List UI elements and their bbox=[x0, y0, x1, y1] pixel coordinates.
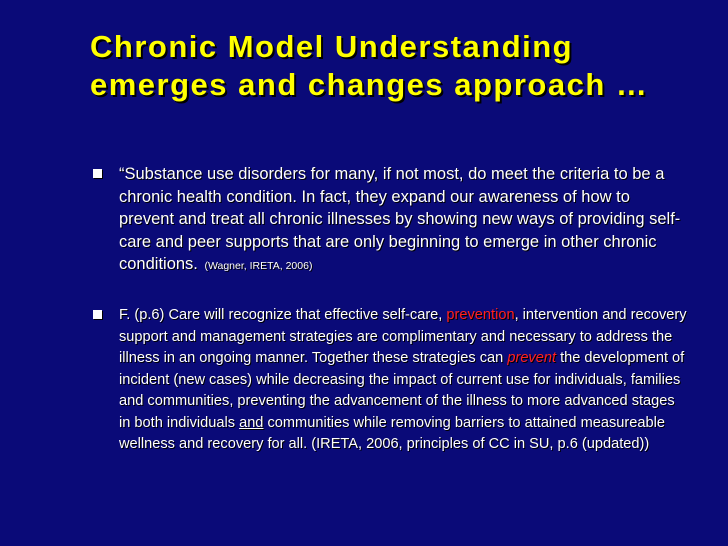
bullet-2-text-part2: , intervention and recovery support and management strategies are complimentary and necessary to address the illness in an ongoing manner. Together these strategies can bbox=[119, 307, 687, 366]
underlined-and: and bbox=[239, 414, 264, 431]
bullet-1 bbox=[93, 163, 688, 278]
bullet-list-item-2 bbox=[93, 305, 688, 456]
bullet-1-citation: (Wagner, IRETA, 2006) bbox=[204, 260, 313, 272]
highlight-prevention: prevention bbox=[446, 307, 515, 323]
bullet-2-text-part3: the development of incident (new cases) while decreasing the impact of current use for individuals, families and communities, preventing the advancement of the illness to more advanced stages in both individuals bbox=[119, 350, 685, 431]
bullet-1-text: “Substance use disorders for many, if not most, do meet the criteria to be a chronic health condition. In fact, they expand our awareness of how to prevent and treat all chronic illnesses by showing new ways of providing self-care and peer supports that are only beginning to emerge in other chronic conditions. bbox=[119, 165, 681, 273]
square-bullet-icon bbox=[93, 169, 102, 178]
highlight-prevent: prevent bbox=[507, 350, 557, 366]
bullet-2 bbox=[93, 305, 688, 456]
square-bullet-icon bbox=[93, 310, 102, 319]
bullet-2-text-part4: communities while removing barriers to attained measureable wellness and recovery for all. (IRETA, 2006, principles of CC in SU, p.6 (updated)) bbox=[119, 414, 665, 452]
bullet-list-item-1 bbox=[93, 163, 688, 278]
bullet-2-text-part1: F. (p.6) Care will recognize that effective self-care, bbox=[119, 307, 447, 323]
slide-title: Chronic Model Understanding emerges and changes approach … bbox=[90, 29, 649, 102]
